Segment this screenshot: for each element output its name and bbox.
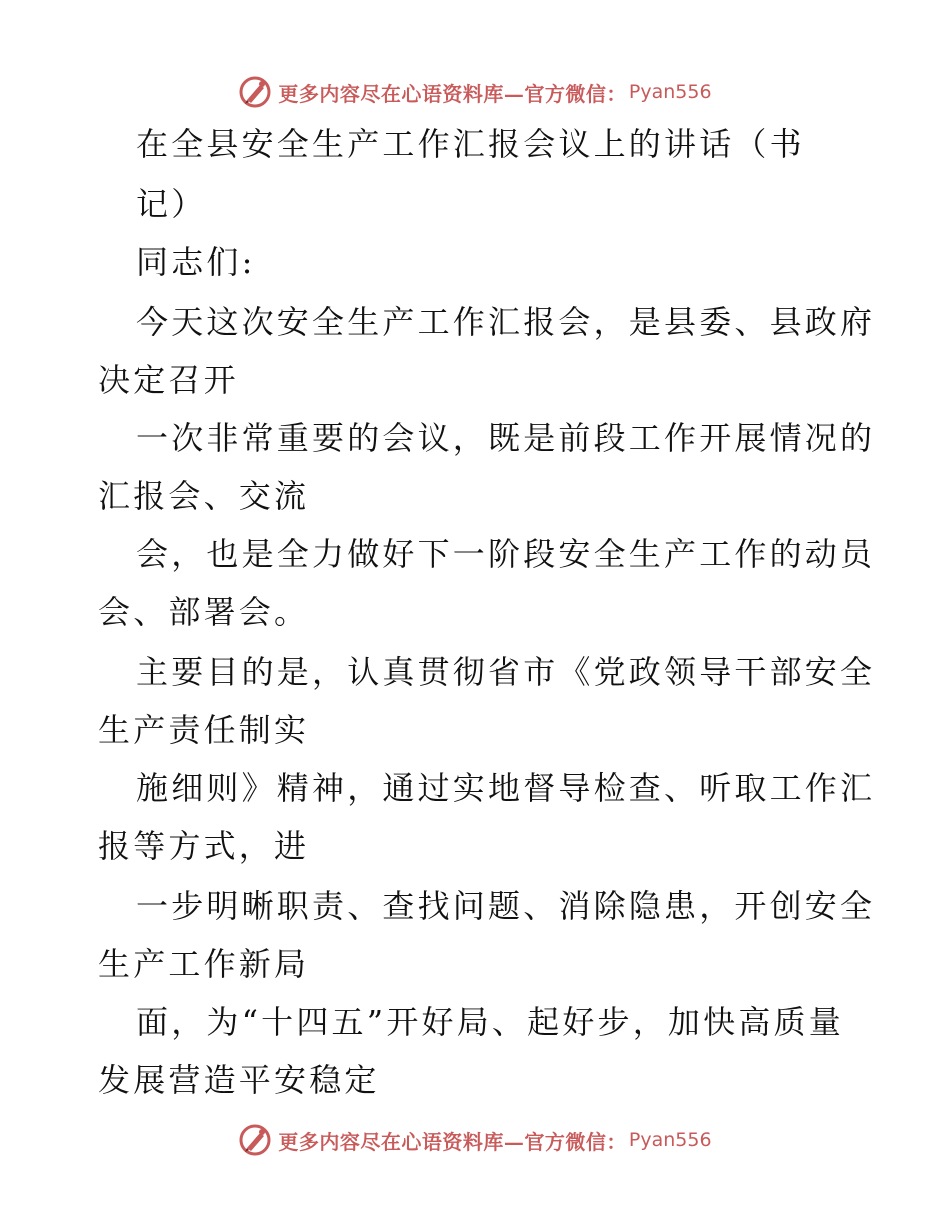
paragraph-line: 会，也是全力做好下一阶段安全生产工作的动员 [136,535,876,573]
paragraph-line: 一次非常重要的会议，既是前段工作开展情况的 [136,419,876,457]
paragraph-line: 发展营造平安稳定 [98,1061,380,1099]
paragraph-line: 主要目的是，认真贯彻省市《党政领导干部安全 [136,653,876,691]
header-wechat-id: Pyan556 [628,81,712,103]
footer-wechat-id: Pyan556 [628,1129,712,1151]
paragraph-line: 决定召开 [98,361,239,399]
footer-watermark-banner [0,1120,950,1160]
paragraph-line: 报等方式，进 [98,827,310,865]
paragraph-line: 一步明晰职责、查找问题、消除隐患，开创安全 [136,887,876,925]
pen-logo-icon [238,75,272,109]
document-title-line-2: 记） [136,185,207,223]
paragraph-line: 今天这次安全生产工作汇报会，是县委、县政府 [136,303,876,341]
header-banner-text: 更多内容尽在心语资料库—官方微信： [278,81,627,106]
paragraph-line: 面，为“十四五”开好局、起好步，加快高质量 [136,1003,844,1041]
paragraph-line: 会、部署会。 [98,593,310,631]
paragraph-line: 生产责任制实 [98,711,310,749]
salutation: 同志们: [136,243,256,281]
document-title-line-1: 在全县安全生产工作汇报会议上的讲话（书 [136,125,805,163]
paragraph-line: 汇报会、交流 [98,477,310,515]
paragraph-line: 生产工作新局 [98,945,310,983]
paragraph-line: 施细则》精神，通过实地督导检查、听取工作汇 [136,769,876,807]
pen-logo-icon [238,1123,272,1157]
footer-banner-text: 更多内容尽在心语资料库—官方微信： [278,1129,627,1154]
header-watermark-banner [0,72,950,112]
